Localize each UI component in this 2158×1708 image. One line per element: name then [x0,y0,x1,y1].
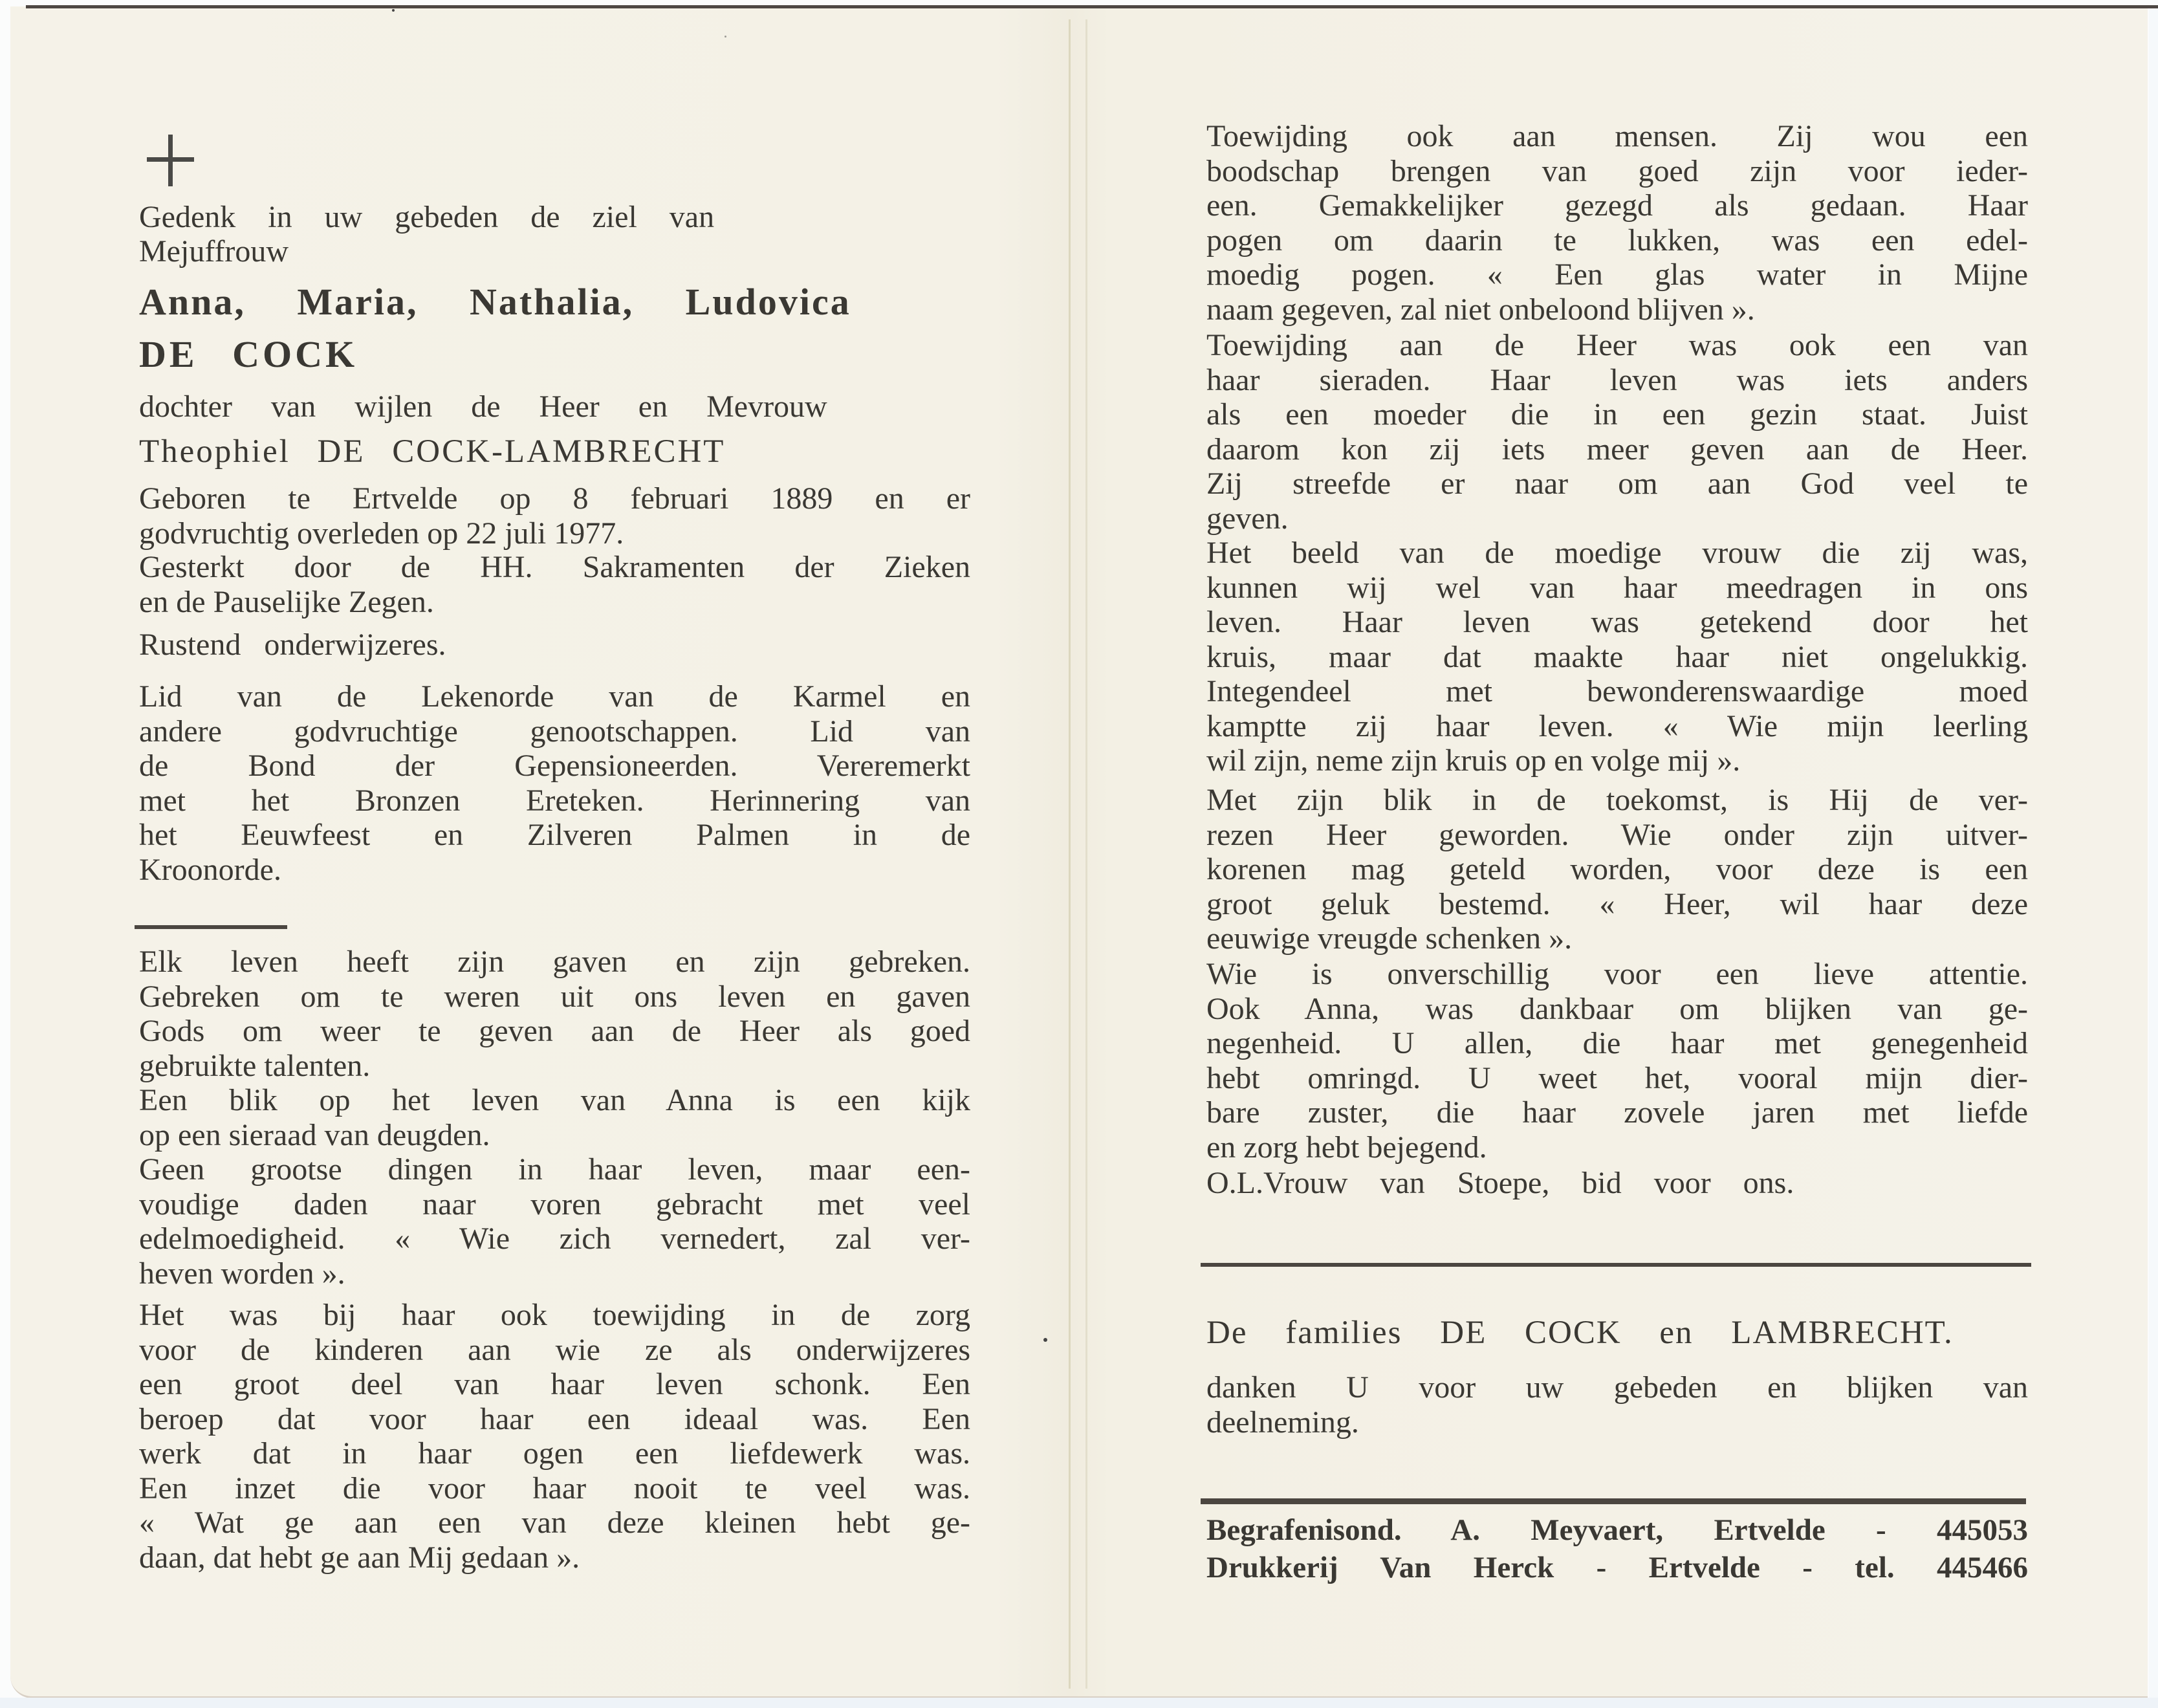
text-line: Rustend onderwijzeres. [139,628,446,662]
text-line: Integendeel met bewonderenswaardige moed [1206,674,2028,708]
text-line: met het Bronzen Ereteken. Herinnering van [139,783,970,818]
text-line: Gedenk in uw gebeden de ziel van [139,200,715,234]
text-line: Ook Anna, was dankbaar om blijken van ge- [1206,991,2028,1026]
text-line: Toewijding ook aan mensen. Zij wou een [1206,119,2028,153]
text-line: korenen mag geteld worden, voor deze is een [1206,852,2028,886]
text-line: voor de kinderen aan wie ze als onderwijzeres [139,1332,970,1367]
text-line: de Bond der Gepensioneerden. Vereremerkt [139,749,970,783]
text-line: edelmoedigheid. « Wie zich vernedert, zal ver- [139,1221,970,1256]
devotion-lord-paragraph [1206,328,2028,536]
text-line: Begrafenisond. A. Meyvaert, Ertvelde - 445053 [1206,1513,2028,1547]
text-line: Zij streefde er naar om aan God veel te [1206,466,2028,501]
text-line: en de Pauselijke Zegen. [139,584,434,619]
text-line: De families DE COCK en LAMBRECHT. [1206,1315,1954,1351]
text-line: heven worden ». [139,1256,345,1291]
text-line: Gebreken om te weren uit ons leven en gaven [139,979,970,1014]
divider-rule [1201,1498,2026,1504]
divider-rule [1201,1263,2031,1267]
families-line [1206,1313,2028,1352]
text-line: « Wat ge aan een van deze kleinen hebt ge- [139,1505,970,1540]
gratitude-paragraph [1206,957,2028,1165]
text-line: beroep dat voor haar een ideaal was. Een [139,1401,970,1436]
text-line: dochter van wijlen de Heer en Mevrouw [139,389,827,424]
text-line: Mejuffrouw [139,234,289,268]
text-line: Het beeld van de moedige vrouw die zij was, [1206,536,2028,570]
scan-speck [1043,1338,1047,1342]
text-line: en zorg hebt bejegend. [1206,1130,1487,1165]
text-line: Theophiel DE COCK-LAMBRECHT [139,433,726,470]
scan-speck [392,9,395,12]
text-line: Met zijn blik in de toekomst, is Hij de ver- [1206,783,2028,817]
text-line: hebt omringd. U weet het, vooral mijn dier- [1206,1060,2028,1095]
text-line: als een moeder die in een gezin staat. Juist [1206,397,2028,432]
text-line: Geen grootse dingen in haar leven, maar een- [139,1152,970,1187]
text-line: Een blik op het leven van Anna is een kijk [139,1083,970,1117]
text-line: Gesterkt door de HH. Sakramenten der Zieken [139,550,970,584]
text-line: danken U voor uw gebeden en blijken van [1206,1370,2028,1405]
risen-lord-paragraph [1206,783,2028,956]
text-line: kruis, maar dat maakte haar niet ongelukkig. [1206,639,2028,674]
thanks-paragraph [1206,1370,2028,1440]
text-line: Drukkerij Van Herck - Ertvelde - tel. 445466 [1206,1551,2028,1584]
text-line: groot geluk bestemd. « Heer, wil haar deze [1206,886,2028,921]
text-line: Een inzet die voor haar nooit te veel was. [139,1471,970,1505]
text-line: een. Gemakkelijker gezegd als gedaan. Haar [1206,188,2028,223]
text-line: deelneming. [1206,1405,1359,1440]
text-line: DE COCK [139,333,358,375]
brave-woman-paragraph [1206,536,2028,778]
text-line: Gods om weer te geven aan de Heer als goed [139,1014,970,1048]
text-line: moedig pogen. « Een glas water in Mijne [1206,257,2028,292]
text-line: haar sieraden. Haar leven was iets anders [1206,362,2028,397]
text-line: geven. [1206,501,1289,536]
text-line: godvruchtig overleden op 22 juli 1977. [139,516,624,551]
text-line: Elk leven heeft zijn gaven en zijn gebreken. [139,945,970,979]
text-line: werk dat in haar ogen een liefdewerk was. [139,1436,970,1471]
text-line: daan, dat hebt ge aan Mij gedaan ». [139,1540,580,1575]
text-line: pogen om daarin te lukken, was een edel- [1206,223,2028,257]
text-line: daarom kon zij iets meer geven aan de Heer. [1206,432,2028,466]
text-line: leven. Haar leven was getekend door het [1206,605,2028,639]
text-line: eeuwige vreugde schenken ». [1206,921,1573,956]
text-line: Wie is onverschillig voor een lieve attentie. [1206,957,2028,991]
text-line: naam gegeven, zal niet onbeloond blijven ». [1206,292,1755,327]
text-line: Lid van de Lekenorde van de Karmel en [139,679,970,714]
text-line: kunnen wij wel van haar meedragen in ons [1206,570,2028,605]
text-line: boodschap brengen van goed zijn voor ieder- [1206,153,2028,188]
text-line: andere godvruchtige genootschappen. Lid van [139,714,970,749]
devotion-people-paragraph [1206,119,2028,327]
text-line: bare zuster, die haar zovele jaren met liefde [1206,1095,2028,1130]
text-line: Anna, Maria, Nathalia, Ludovica [139,281,851,323]
text-line: negenheid. U allen, die haar met genegenheid [1206,1026,2028,1060]
text-line: rezen Heer geworden. Wie onder zijn uitver- [1206,817,2028,852]
undertaker-printer-lines [1206,1511,2028,1586]
text-line: Geboren te Ertvelde op 8 februari 1889 en er [139,481,970,516]
text-line: gebruikte talenten. [139,1048,371,1083]
text-line: een groot deel van haar leven schonk. Een [139,1367,970,1401]
text-line: wil zijn, neme zijn kruis op en volge mij ». [1206,743,1741,778]
text-line: op een sieraad van deugden. [139,1117,490,1152]
scan-speck [725,36,726,38]
text-line: Kroonorde. [139,852,281,887]
invocation-line [1206,1166,2028,1201]
text-line: Het was bij haar ook toewijding in de zorg [139,1298,970,1332]
text-line: Toewijding aan de Heer was ook een van [1206,328,2028,362]
text-line: O.L.Vrouw van Stoepe, bid voor ons. [1206,1166,1794,1200]
text-line: kamptte zij haar leven. « Wie mijn leerling [1206,708,2028,743]
text-line: voudige daden naar voren gebracht met veel [139,1187,970,1221]
text-line: het Eeuwfeest en Zilveren Palmen in de [139,818,970,852]
